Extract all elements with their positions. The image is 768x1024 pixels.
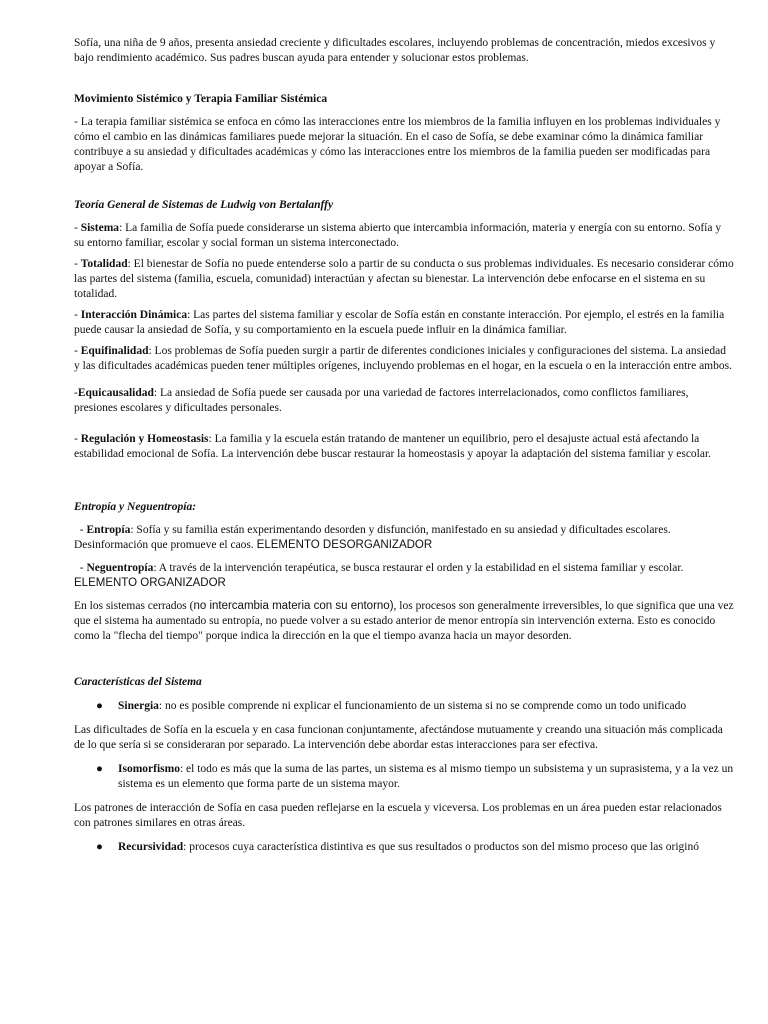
item-equicausalidad	[74, 386, 734, 416]
term-sistema: Sistema	[80, 222, 120, 234]
term-equicausalidad: Equicausalidad	[77, 387, 154, 399]
term-entropia: Entropía	[86, 524, 131, 536]
heading-movimiento-sistemico: Movimiento Sistémico y Terapia Familiar Sistémica	[74, 93, 328, 105]
term-neguentropia: Neguentropía	[86, 562, 154, 574]
item-text: : procesos cuya característica distintiva es que sus resultados o productos son del mismo proceso que las originó	[183, 841, 699, 853]
term-equifinalidad: Equifinalidad	[80, 345, 149, 357]
bullet-recursividad	[74, 840, 734, 855]
item-prefix: -	[74, 387, 78, 399]
item-text: : La familia de Sofía puede considerarse un sistema abierto que intercambia información, materia y energía con su entorno. Sofía y su entorno familiar, escolar y social forman un sistema interconectado.	[74, 222, 722, 249]
term-sinergia: Sinergia	[118, 700, 159, 712]
item-text: : no es posible comprende ni explicar el funcionamiento de un sistema si no se comprende como un todo unificado	[158, 700, 687, 712]
tag-organizador: ELEMENTO ORGANIZADOR	[74, 577, 226, 589]
item-text: : Sofía y su familia están experimentando desorden y disfunción, manifestado en su ansiedad y dificultades escolares. Desinformación que promueve el caos.	[74, 524, 674, 551]
term-regulacion-homeostasis: Regulación y Homeostasis	[80, 433, 209, 445]
isomorfismo-paragraph: Los patrones de interacción de Sofía en casa pueden reflejarse en la escuela y viceversa. Los problemas en un área pueden estar relacionados con patrones similares en otras áreas.	[74, 802, 722, 829]
heading-teoria-general: Teoría General de Sistemas de Ludwig von Bertalanffy	[74, 199, 334, 211]
closed-systems-paragraph	[74, 599, 734, 644]
movimiento-paragraph: - La terapia familiar sistémica se enfoca en cómo las interacciones entre los miembros de la familia influyen en los problemas individuales y cómo el cambio en las dinámicas familiares puede mejorar la situación. En el caso de Sofía, se debe examinar cómo la dinámica familiar contribuye a su ansiedad y dificultades académicas y cómo las interacciones entre los miembros de la familia pueden ser modificadas para apoyar a Sofía.	[74, 116, 721, 173]
item-text: : A través de la intervención terapéutica, se busca restaurar el orden y la estabilidad en el sistema familiar y escolar.	[153, 562, 687, 574]
item-text: : La familia y la escuela están tratando de mantener un equilibrio, pero el desajuste actual está afectando la estabilidad emocional de Sofía. La intervención debe buscar restaurar la homeostasis y apoyar la adaptación del sistema familiar y escolar.	[74, 433, 712, 460]
text-part: , los procesos son generalmente irreversibles, lo que significa que una vez que el sistema ha aumentado su entropía, no puede volver a su estado anterior de menor entropía sin intervención externa. Esto es conocido como la "flecha del tiempo" porque indica la dirección en la que el tiempo avanza hacia un mayor desorden.	[74, 600, 734, 642]
item-prefix: -	[74, 433, 81, 445]
item-text: : el todo es más que la suma de las partes, un sistema es al mismo tiempo un subsistema y un suprasistema, y a la vez un sistema es un elemento que forma parte de un sistema mayor.	[118, 763, 734, 790]
term-isomorfismo: Isomorfismo	[118, 763, 180, 775]
sinergia-paragraph: Las dificultades de Sofía en la escuela y en casa funcionan conjuntamente, afectándose mutuamente y creando una situación más complicada de lo que sería si se consideraran por separado. La intervención debe abordar estas interacciones para ser efectiva.	[74, 724, 723, 751]
tag-desorganizador: ELEMENTO DESORGANIZADOR	[256, 539, 433, 551]
heading-caracteristicas: Características del Sistema	[74, 676, 202, 688]
term-interaccion-dinamica: Interacción Dinámica	[80, 309, 188, 321]
item-neguentropia	[74, 561, 734, 591]
item-regulacion-homeostasis	[74, 432, 734, 462]
text-part: En los sistemas cerrados (	[74, 600, 194, 612]
item-prefix: -	[74, 562, 87, 574]
term-totalidad: Totalidad	[80, 258, 128, 270]
item-text: : Las partes del sistema familiar y escolar de Sofía están en constante interacción. Por ejemplo, el estrés en la familia puede causar la ansiedad de Sofía, y su comportamiento en la escuela puede influir en la dinámica familiar.	[74, 309, 725, 336]
item-interaccion-dinamica	[74, 308, 734, 338]
bullet-icon: ●	[96, 763, 103, 775]
heading-entropia: Entropía y Neguentropía:	[74, 501, 197, 513]
bullet-isomorfismo	[74, 762, 734, 792]
item-text: : Los problemas de Sofía pueden surgir a partir de diferentes condiciones iniciales y configuraciones del sistema. La ansiedad y las dificultades académicas pueden tener múltiples orígenes, incluyendo problemas en el hogar, en la escuela o en la interacción entre ambos.	[74, 345, 732, 372]
item-prefix: -	[74, 222, 81, 234]
item-equifinalidad	[74, 344, 734, 374]
intro-paragraph: Sofía, una niña de 9 años, presenta ansiedad creciente y dificultades escolares, incluyendo problemas de concentración, miedos excesivos y bajo rendimiento académico. Sus padres buscan ayuda para entender y solucionar estos problemas.	[74, 37, 716, 64]
item-prefix: -	[74, 309, 81, 321]
term-recursividad: Recursividad	[118, 841, 184, 853]
document-page	[74, 32, 734, 855]
item-text: : La ansiedad de Sofía puede ser causada por una variedad de factores interrelacionados, como conflictos familiares, presiones escolares y dificultades personales.	[74, 387, 689, 414]
bullet-sinergia	[74, 699, 734, 714]
bullet-icon: ●	[96, 841, 103, 853]
text-part-sans: no intercambia materia con su entorno)	[193, 600, 394, 612]
item-prefix: -	[74, 524, 87, 536]
item-prefix: -	[74, 345, 81, 357]
item-totalidad	[74, 257, 734, 302]
item-text: : El bienestar de Sofía no puede entenderse solo a partir de su conducta o sus problemas individuales. Es necesario considerar cómo las partes del sistema (familia, escuela, comunidad) interactúan y afectan su bienestar. La intervención debe enfocarse en el sistema en su totalidad.	[74, 258, 734, 300]
item-entropia	[74, 523, 734, 553]
item-sistema	[74, 221, 734, 251]
bullet-icon: ●	[96, 700, 103, 712]
item-prefix: -	[74, 258, 81, 270]
